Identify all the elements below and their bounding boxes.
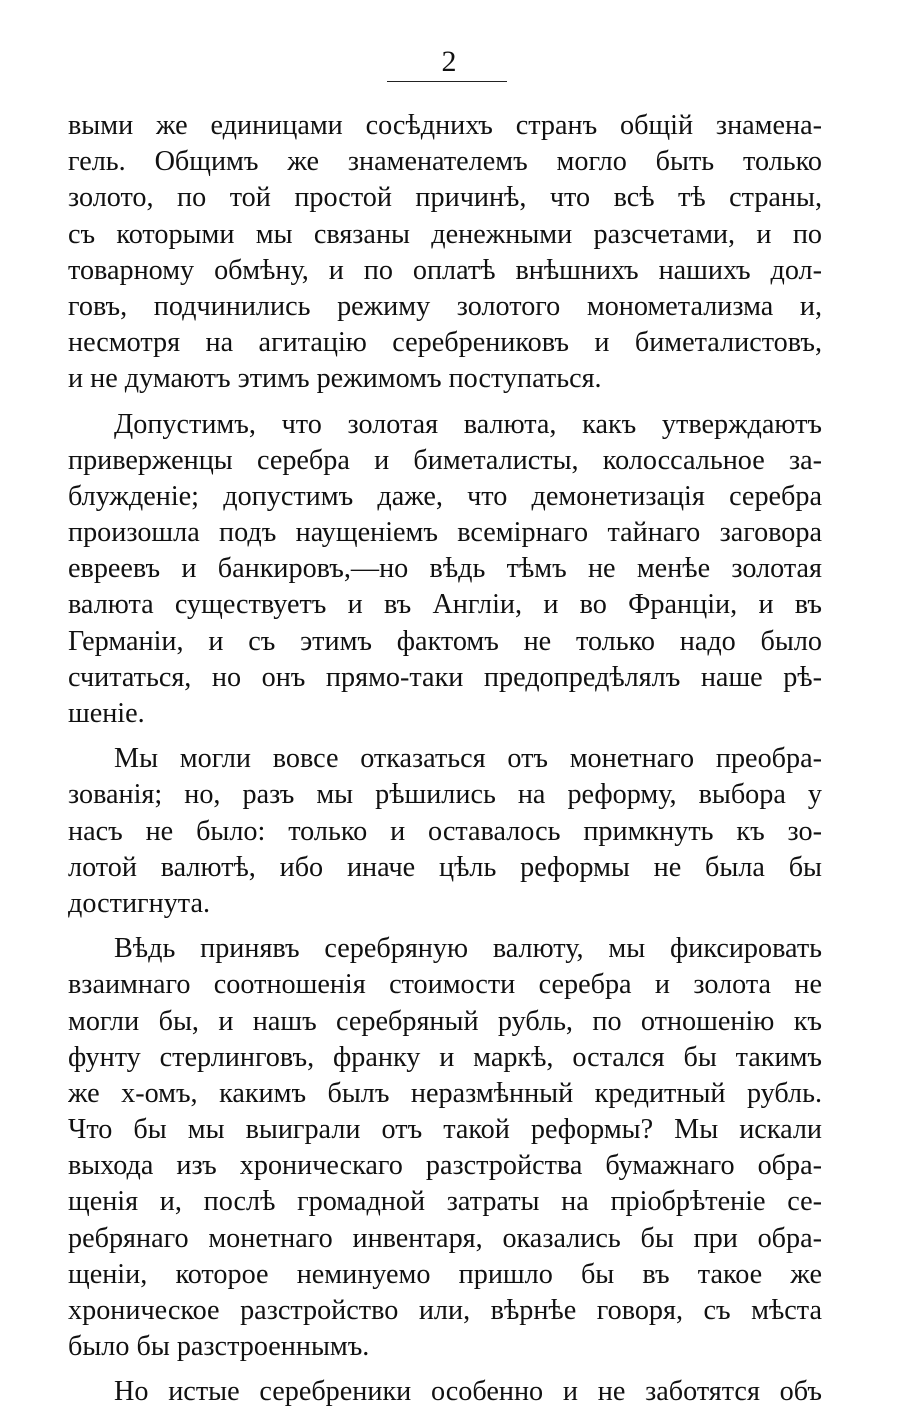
text-line: шеніе. — [68, 698, 145, 729]
text-line: могли бы, и нашъ серебряный рубль, по отношенію къ — [68, 1005, 822, 1037]
text-line: говъ, подчинились режиму золотого монометализма и, — [68, 290, 822, 322]
text-line: Германіи, и съ этимъ фактомъ не только надо было — [68, 625, 822, 657]
header-rule — [387, 81, 507, 82]
text-line: достигнута. — [68, 887, 211, 919]
text-line: Допустимъ, что золотая валюта, какъ утверждаютъ — [114, 408, 822, 440]
text-line: зованія; но, разъ мы рѣшились на реформу, выбора у — [68, 779, 822, 811]
text-line: щенія и, послѣ громадной затраты на пріобрѣтеніе се- — [68, 1186, 822, 1218]
text-line: хроническое разстройство или, вѣрнѣе говоря, съ мѣста — [68, 1295, 822, 1326]
text-line: Вѣдь принявъ серебряную валюту, мы фиксировать — [114, 933, 822, 965]
paragraph-gap — [68, 732, 822, 741]
text-line: считаться, но онъ прямо-таки предопредѣлялъ наше рѣ- — [68, 661, 822, 693]
text-line: насъ не было: только и оставалось примкнуть къ зо- — [68, 815, 822, 847]
text-line: лотой валютѣ, ибо иначе цѣль реформы не была бы — [68, 851, 822, 883]
page-body-text — [68, 108, 822, 1411]
text-line: Но истые серебреники особенно и не заботятся объ — [114, 1376, 822, 1408]
text-line: съ которыми мы связаны денежными разсчетами, и по — [68, 218, 822, 250]
text-line: произошла подъ наущеніемъ всемірнаго тайнаго заговора — [68, 517, 822, 549]
paragraph-gap — [68, 398, 822, 407]
text-line: Что бы мы выиграли отъ такой реформы? Мы искали — [68, 1114, 822, 1146]
paragraph-3 — [68, 741, 822, 922]
text-line: евреевъ и банкировъ,—но вѣдь тѣмъ не менѣе золотая — [68, 553, 822, 585]
text-line: выми же единицами сосѣднихъ странъ общій знамена- — [68, 110, 822, 141]
text-line: ребрянаго монетнаго инвентаря, оказались бы при обра- — [68, 1222, 822, 1254]
paragraph-5 — [68, 1374, 822, 1410]
paragraph-gap — [68, 1365, 822, 1374]
paragraph-2 — [68, 407, 822, 733]
paragraph-gap — [68, 922, 822, 931]
text-line: товарному обмѣну, и по оплатѣ внѣшнихъ нашихъ дол- — [68, 254, 822, 286]
paragraph-1 — [68, 108, 822, 398]
text-line: же x-омъ, какимъ былъ неразмѣнный кредитный рубль. — [68, 1077, 822, 1109]
text-line: фунту стерлинговъ, франку и маркѣ, остался бы такимъ — [68, 1041, 822, 1073]
text-line: было бы разстроеннымъ. — [68, 1331, 370, 1363]
paragraph-4 — [68, 931, 822, 1365]
text-line: гель. Общимъ же знаменателемъ могло быть только — [68, 146, 822, 178]
text-line: взаимнаго соотношенія стоимости серебра и золота не — [68, 969, 822, 1001]
text-line: валюта существуетъ и въ Англіи, и во Франціи, и въ — [68, 589, 822, 621]
text-line: блужденіе; допустимъ даже, что демонетизація серебра — [68, 480, 822, 512]
text-line: щеніи, которое неминуемо пришло бы въ такое же — [68, 1258, 822, 1290]
text-line: золото, по той простой причинѣ, что всѣ тѣ страны, — [68, 182, 822, 214]
text-line: приверженцы серебра и биметалисты, колоссальное за- — [68, 444, 822, 476]
text-line: Мы могли вовсе отказаться отъ монетнаго преобра- — [114, 743, 822, 775]
text-line: выхода изъ хроническаго разстройства бумажнаго обра- — [68, 1150, 822, 1182]
page-number: 2 — [441, 45, 457, 78]
text-line: несмотря на агитацію серебрениковъ и биметалистовъ, — [68, 327, 822, 359]
text-line: и не думаютъ этимъ режимомъ поступаться. — [68, 363, 602, 395]
